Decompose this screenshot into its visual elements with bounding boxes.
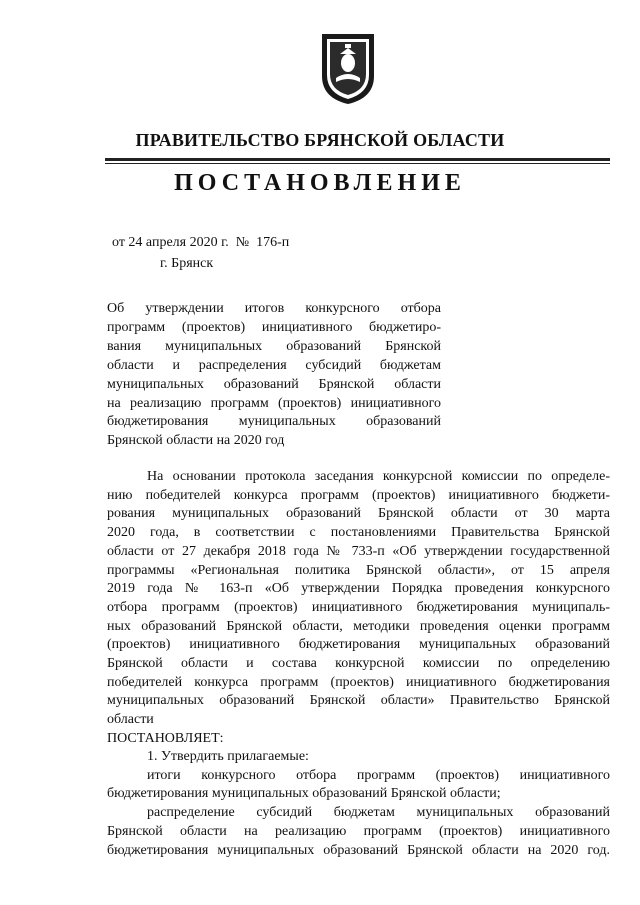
decree-word: ПОСТАНОВЛЯЕТ: [107, 730, 224, 746]
government-title: ПРАВИТЕЛЬСТВО БРЯНСКОЙ ОБЛАСТИ [135, 130, 505, 150]
item-1-lead: 1. Утвердить прилагаемые: [147, 749, 309, 764]
preamble-line: 2020 года, в соответствии с постановлениями Правительства Брянской [107, 525, 610, 541]
item-1-line: распределение субсидий бюджетам муниципальных образований [147, 805, 610, 821]
preamble-line: нию победителей конкурса программ (проектов) инициативного бюджети- [107, 487, 610, 503]
date-number-line: от 24 апреля 2020 г. № 176-п [112, 235, 290, 250]
preamble-line: победителей конкурса программ (проектов) инициативного бюджетирования [107, 674, 610, 690]
subject-line: муниципальных образований Брянской области [107, 376, 441, 392]
header-rule-thick [105, 158, 610, 161]
preamble-line: муниципальных образований Брянской области» Правительство Брянской [107, 693, 610, 709]
preamble-paragraph [107, 468, 610, 749]
preamble-line: области [107, 712, 154, 728]
item-1 [107, 748, 610, 860]
subject-line: Брянской области на 2020 год [107, 433, 285, 449]
subject-line: Об утверждении итогов конкурсного отбора [107, 301, 441, 316]
subject-line: вания муниципальных образований Брянской [107, 338, 441, 354]
coat-of-arms-icon [318, 28, 378, 106]
preamble-line: (проектов) инициативного бюджетирования муниципальных образований [107, 637, 610, 653]
item-1-line: бюджетирования муниципальных образований Брянской области на 2020 год. [107, 842, 610, 858]
preamble-line: На основании протокола заседания конкурсной комиссии по определе- [147, 469, 610, 484]
preamble-line: рования муниципальных образований Брянской области от 30 марта [107, 506, 610, 522]
document-subject [107, 300, 441, 451]
preamble-line: области от 27 декабря 2018 года № 733-п «Об утверждении государственной [107, 543, 610, 559]
subject-line: программ (проектов) инициативного бюджетиро- [107, 319, 441, 335]
preamble-line: ных образований Брянской области, методики проведения оценки программ [107, 618, 610, 634]
item-1-line: бюджетирования муниципальных образований Брянской области; [107, 786, 501, 802]
subject-line: на реализацию программ (проектов) инициативного [107, 395, 441, 411]
subject-line: бюджетирования муниципальных образований [107, 414, 441, 430]
preamble-line: Брянской области и состава конкурсной комиссии по определению [107, 656, 610, 672]
item-1-line: итоги конкурсного отбора программ (проектов) инициативного [147, 767, 610, 783]
preamble-line: отбора программ (проектов) инициативного бюджетирования муниципаль- [107, 599, 610, 615]
item-1-line: Брянской области на реализацию программ (проектов) инициативного [107, 823, 610, 839]
preamble-line: программы «Региональная политика Брянской области», от 15 апреля [107, 562, 610, 578]
document-type-title: ПОСТАНОВЛЕНИЕ [174, 170, 466, 196]
city-line: г. Брянск [160, 256, 214, 271]
preamble-line: 2019 года № 163-п «Об утверждении Порядка проведения конкурсного [107, 581, 610, 597]
header-rule-thin [105, 163, 610, 164]
subject-line: области и распределения субсидий бюджетам [107, 357, 441, 373]
